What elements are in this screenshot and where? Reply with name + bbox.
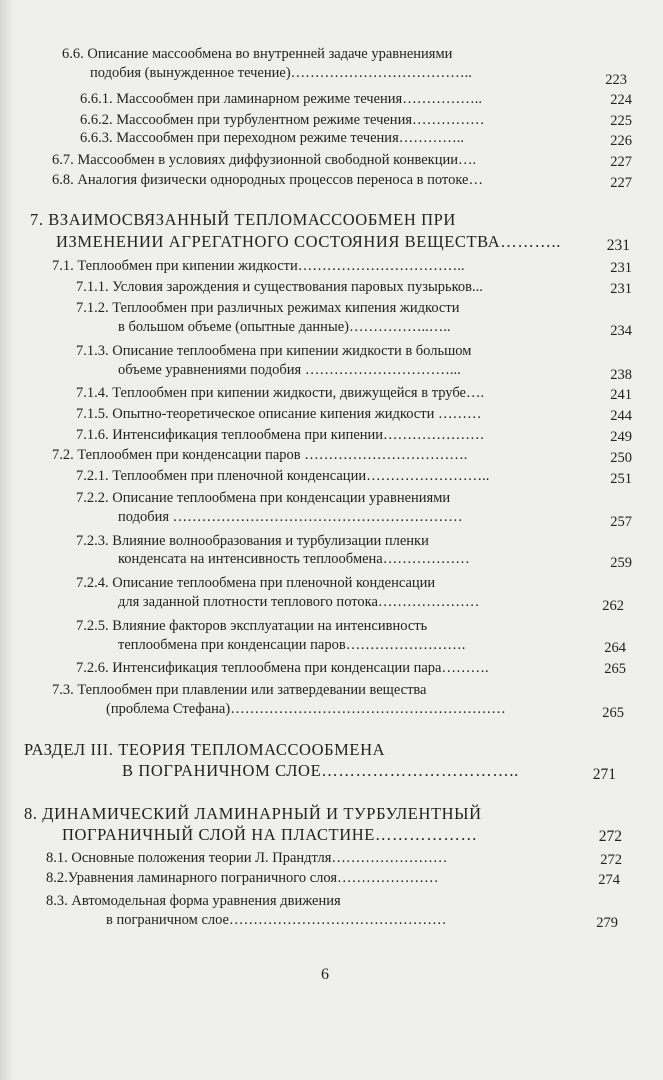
toc-page-7-1-3: 238	[610, 367, 632, 383]
toc-entry-8-3-cont: в пограничном слое………………………………………	[106, 912, 447, 928]
toc-entry-7-1-5: 7.1.5. Опытно-теоретическое описание кипения жидкости ………	[76, 406, 482, 422]
toc-chapter-8-cont: ПОГРАНИЧНЫЙ СЛОЙ НА ПЛАСТИНЕ………………	[62, 825, 478, 844]
toc-entry-7-2-5: 7.2.5. Влияние факторов эксплуатации на интенсивность	[76, 618, 428, 634]
toc-entry-7-2-3-cont: конденсата на интенсивность теплообмена………………	[118, 551, 470, 567]
toc-section-3: РАЗДЕЛ III. ТЕОРИЯ ТЕПЛОМАССООБМЕНА	[24, 740, 386, 759]
toc-entry-7-3-cont: (проблема Стефана)…………………………………………………	[106, 701, 506, 717]
toc-entry-6-6-2: 6.6.2. Массообмен при турбулентном режиме течения……………	[80, 112, 485, 128]
toc-page-7-1: 231	[610, 260, 632, 276]
toc-entry-7-2-6: 7.2.6. Интенсификация теплообмена при конденсации пара……….	[76, 660, 489, 676]
toc-entry-7-1-3-cont: объеме уравнениями подобия …………………………...	[118, 362, 461, 378]
toc-page-6-6-1: 224	[610, 92, 632, 108]
toc-entry-6-6-1: 6.6.1. Массообмен при ламинарном режиме течения……………..	[80, 91, 482, 107]
toc-page-7-2: 250	[610, 450, 632, 466]
toc-page-8-3: 279	[596, 915, 618, 931]
toc-page-6-6-2: 225	[610, 113, 632, 129]
toc-page-6-6: 223	[605, 72, 627, 88]
toc-page-7-2-1: 251	[610, 471, 632, 487]
toc-page-7-2-5: 264	[604, 640, 626, 656]
toc-entry-7-3: 7.3. Теплообмен при плавлении или затвердевании вещества	[52, 682, 427, 698]
toc-page-6-6-3: 226	[610, 133, 632, 149]
toc-entry-6-7: 6.7. Массообмен в условиях диффузионной свободной конвекции….	[52, 152, 477, 168]
toc-entry-7-1-1: 7.1.1. Условия зарождения и существования паровых пузырьков...	[76, 279, 483, 295]
page-number: 6	[321, 966, 329, 983]
toc-entry-7-1-4: 7.1.4. Теплообмен при кипении жидкости, движущейся в трубе….	[76, 385, 485, 401]
toc-page-6-7: 227	[610, 154, 632, 170]
toc-page-7-2-3: 259	[610, 555, 632, 571]
toc-page-7-2-4: 262	[602, 598, 624, 614]
toc-page-7-1-2: 234	[610, 323, 632, 339]
toc-page-8-2: 274	[598, 872, 620, 888]
toc-entry-7-1-2: 7.1.2. Теплообмен при различных режимах кипения жидкости	[76, 300, 460, 316]
toc-section-3-cont: В ПОГРАНИЧНОМ СЛОЕ……………………………..	[122, 761, 519, 780]
toc-entry-7-2-3: 7.2.3. Влияние волнообразования и турбулизации пленки	[76, 533, 429, 549]
toc-entry-6-8: 6.8. Аналогия физически однородных процессов переноса в потоке…	[52, 172, 483, 188]
toc-chapter-7-cont: ИЗМЕНЕНИИ АГРЕГАТНОГО СОСТОЯНИЯ ВЕЩЕСТВА………..	[56, 232, 562, 251]
toc-entry-8-1: 8.1. Основные положения теории Л. Прандтля……………………	[46, 850, 448, 866]
toc-page-8-1: 272	[600, 852, 622, 868]
toc-entry-8-2: 8.2.Уравнения ламинарного пограничного слоя…………………	[46, 870, 439, 886]
toc-entry-6-6-3: 6.6.3. Массообмен при переходном режиме течения…………..	[80, 130, 464, 146]
toc-page-7-2-2: 257	[610, 514, 632, 530]
toc-page-7-3: 265	[602, 705, 624, 721]
toc-entry-7-2-2: 7.2.2. Описание теплообмена при конденсации уравнениями	[76, 490, 451, 506]
toc-entry-7-2-4-cont: для заданной плотности теплового потока…………………	[118, 594, 480, 610]
toc-chapter-7: 7. ВЗАИМОСВЯЗАННЫЙ ТЕПЛОМАССООБМЕН ПРИ	[30, 210, 456, 229]
toc-entry-7-1-3: 7.1.3. Описание теплообмена при кипении жидкости в большом	[76, 343, 472, 359]
toc-page-7-1-6: 249	[610, 429, 632, 445]
toc-page-7-1-4: 241	[610, 387, 632, 403]
toc-entry-6-6-cont: подобия (вынужденное течение)………………………………..	[90, 65, 472, 81]
toc-entry-6-6: 6.6. Описание массообмена во внутренней задаче уравнениями	[62, 46, 453, 62]
toc-entry-7-2-1: 7.2.1. Теплообмен при пленочной конденсации……………………..	[76, 468, 490, 484]
toc-entry-7-1: 7.1. Теплообмен при кипении жидкости……………………………..	[52, 258, 465, 274]
toc-entry-8-3: 8.3. Автомодельная форма уравнения движения	[46, 893, 341, 909]
toc-page-6-8: 227	[610, 175, 632, 191]
toc-chapter-8: 8. ДИНАМИЧЕСКИЙ ЛАМИНАРНЫЙ И ТУРБУЛЕНТНЫЙ	[24, 804, 482, 823]
toc-entry-7-2-4: 7.2.4. Описание теплообмена при пленочной конденсации	[76, 575, 436, 591]
toc-page-chapter-8: 272	[598, 828, 622, 845]
toc-entry-7-2-2-cont: подобия ……………………………………………………	[118, 509, 463, 525]
toc-entry-7-1-6: 7.1.6. Интенсификация теплообмена при кипении…………………	[76, 427, 485, 443]
toc-page-7-2-6: 265	[604, 661, 626, 677]
toc-page-section-3: 271	[592, 766, 616, 783]
toc-page-chapter-7: 231	[606, 237, 630, 254]
toc-page-7-1-5: 244	[610, 408, 632, 424]
toc-page-7-1-1: 231	[610, 281, 632, 297]
toc-entry-7-1-2-cont: в большом объеме (опытные данные)……………..…..	[118, 319, 451, 335]
toc-entry-7-2: 7.2. Теплообмен при конденсации паров …………………………….	[52, 447, 468, 463]
toc-entry-7-2-5-cont: теплообмена при конденсации паров…………………….	[118, 637, 466, 653]
